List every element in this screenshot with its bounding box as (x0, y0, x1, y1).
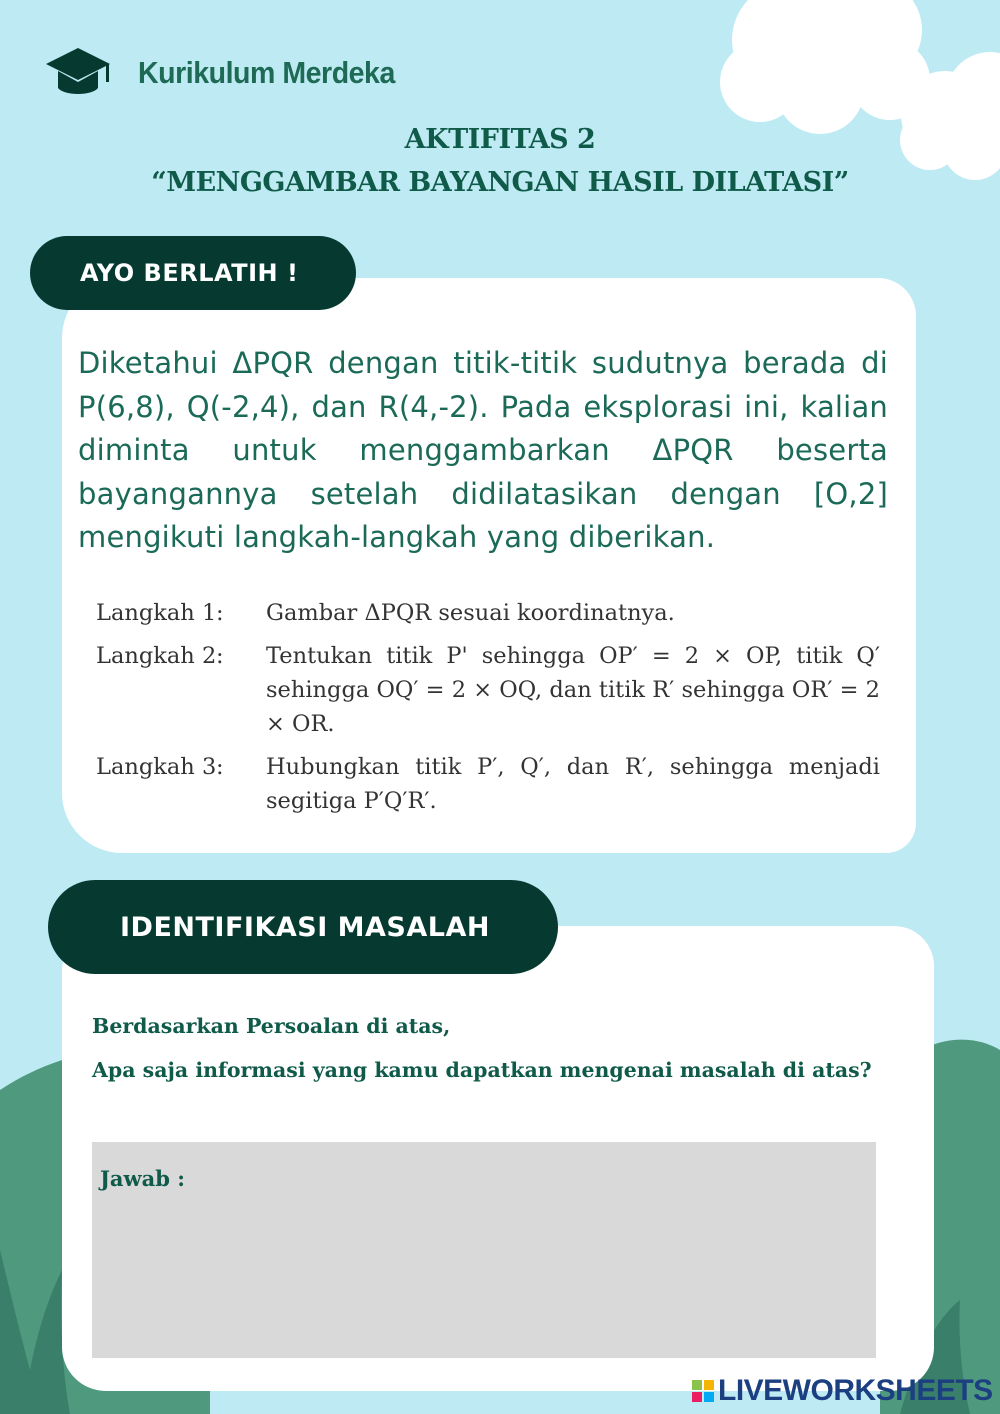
steps-list (96, 596, 880, 827)
liveworksheets-logo-icon (690, 1376, 716, 1406)
step-colon: : (216, 643, 224, 669)
question-line: Apa saja informasi yang kamu dapatkan mengenai masalah di atas? (92, 1058, 872, 1082)
step-colon: : (216, 754, 224, 780)
activity-subtitle: “MENGGAMBAR BAYANGAN HASIL DILATASI” (151, 167, 849, 198)
page-title (0, 118, 1000, 204)
graduation-cap-icon (44, 44, 112, 102)
question-line: Berdasarkan Persoalan di atas, (92, 1014, 451, 1038)
step-label: Langkah 3 (96, 754, 217, 780)
answer-input-area[interactable] (92, 1142, 876, 1358)
question-prompt (92, 1004, 882, 1092)
cloud-icon (720, 0, 930, 134)
section-badge-identification: IDENTIFIKASI MASALAH (48, 880, 558, 974)
step-item (96, 639, 880, 741)
step-label: Langkah 1 (96, 600, 217, 626)
step-text: Tentukan titik P' sehingga OP′ = 2 × OP, titik Q′ sehingga OQ′ = 2 × OQ, dan titik R′ sehingga OR′ = 2 × OR. (266, 643, 880, 737)
step-item (96, 750, 880, 818)
step-colon: : (216, 600, 224, 626)
answer-label: Jawab : (100, 1166, 185, 1191)
activity-heading: AKTIFITAS 2 (404, 124, 596, 155)
step-text: Gambar ΔPQR sesuai koordinatnya. (266, 600, 675, 626)
step-label: Langkah 2 (96, 643, 217, 669)
watermark-text: LIVEWORKSHEETS (718, 1374, 993, 1407)
brand (44, 44, 417, 102)
brand-name: Kurikulum Merdeka (138, 55, 395, 90)
section-badge-practice: AYO BERLATIH ! (30, 236, 356, 310)
step-item (96, 596, 880, 630)
step-text: Hubungkan titik P′, Q′, dan R′, sehingga menjadi segitiga P′Q′R′. (266, 754, 880, 814)
watermark (690, 1374, 993, 1408)
problem-statement: Diketahui ΔPQR dengan titik-titik sudutnya berada di P(6,8), Q(-2,4), dan R(4,-2). Pada eksplorasi ini, kalian diminta untuk menggambarkan ΔPQR beserta bayangannya setelah didilatasikan dengan [O,2] mengikuti langkah-langkah yang diberikan. (78, 346, 888, 554)
